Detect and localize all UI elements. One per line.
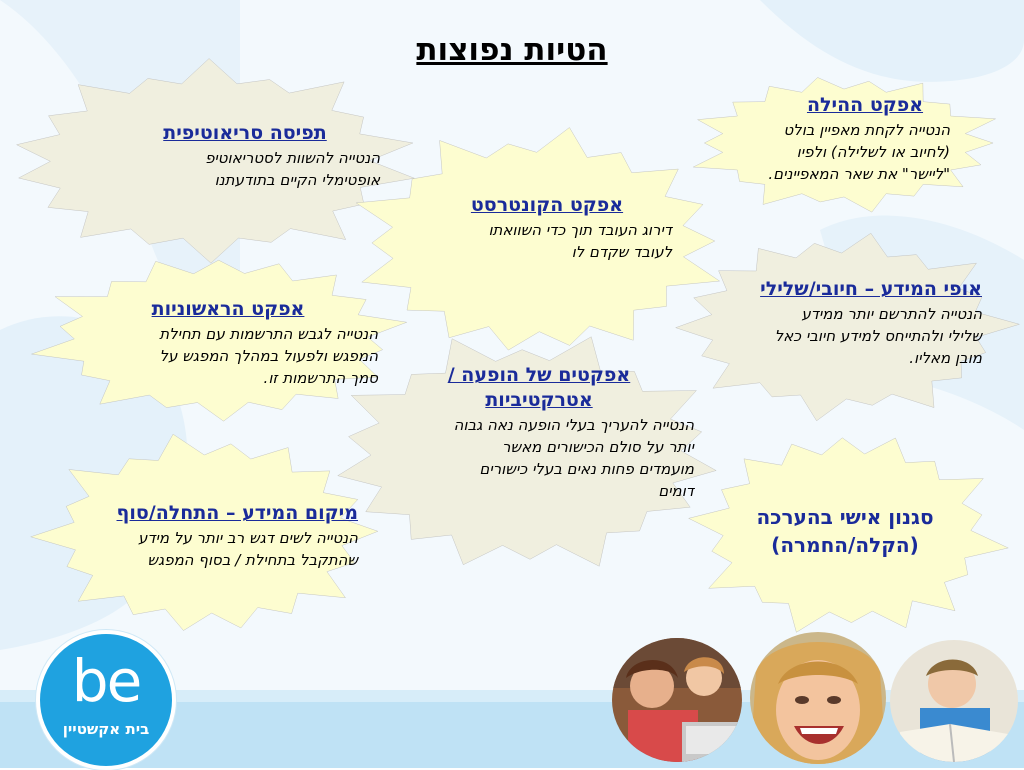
burst-personal-style (684, 428, 1010, 638)
burst-text-line: סמך התרשמות זו. (263, 369, 378, 387)
burst-text-line: הנטייה להשוות לסטריאוטיפ (205, 149, 380, 167)
burst-text-line: דירוג העובד תוך כדי השוואתו (488, 221, 672, 239)
burst-text-line: דומים (658, 482, 694, 500)
logo-mark: be (71, 647, 141, 715)
burst-heading: אפקטים של הופעה / (447, 364, 631, 386)
burst-text-line: הנטייה לקחת מאפיין בולט (783, 121, 950, 139)
burst-heading: אטרקטיביות (485, 389, 593, 411)
burst-text-line: הנטייה להתרשם יותר ממידע (801, 305, 982, 323)
burst-text-line: המפגש ולפעול במהלך המפגש על (159, 347, 378, 365)
burst-text-line: שהתקבל בתחילת / בסוף המפגש (147, 551, 358, 569)
burst-text-line: מועמדים פחות נאים בעלי כישורים (479, 460, 694, 478)
burst-heading: אופי המידע – חיובי/שלילי (760, 278, 982, 300)
burst-text-line: לעובד שקדם לו (571, 243, 672, 261)
burst-information-position (30, 430, 386, 638)
burst-text-line: הנטייה להעריך בעלי הופעה נאה גבוה (453, 416, 694, 434)
burst-heading: תפיסה סריאוטיפית (163, 122, 327, 144)
burst-heading: (הקלה/החמרה) (771, 533, 919, 557)
burst-heading: סגנון אישי בהערכה (756, 505, 934, 529)
burst-text-line: שלילי ולהתייחס למידע חיובי כאל (774, 327, 982, 345)
burst-heading: מיקום המידע – התחלה/סוף (116, 502, 358, 524)
burst-heading: אפקט הקונטרסט (470, 194, 624, 216)
burst-heading: אפקט ההילה (806, 94, 924, 116)
burst-text-line: אופטימלי הקיים בתודעתנו (214, 171, 380, 189)
page-title: הטיות נפוצות (416, 32, 608, 68)
photo-laughing-girl (750, 632, 886, 764)
photo-boy-reading (890, 640, 1018, 762)
burst-text-line: יותר על סולם הכישורים מאשר (502, 438, 694, 456)
burst-text-line: הנטייה לגבש התרשמות עם תחילת (159, 325, 378, 343)
logo-name: בית אקשטיין (62, 720, 150, 738)
brand-logo (36, 630, 176, 770)
photo-girls-laptop (612, 638, 742, 762)
burst-text-line: (לחיוב או לשלילה) ולפיו (796, 143, 950, 161)
burst-text-line: "ליישר" את שאר המאפיינים. (768, 165, 950, 183)
burst-text-line: הנטייה לשים דגש רב יותר על מידע (137, 529, 358, 547)
burst-heading: אפקט הראשוניות (151, 298, 305, 320)
burst-text-line: מובן מאליו. (909, 349, 982, 367)
